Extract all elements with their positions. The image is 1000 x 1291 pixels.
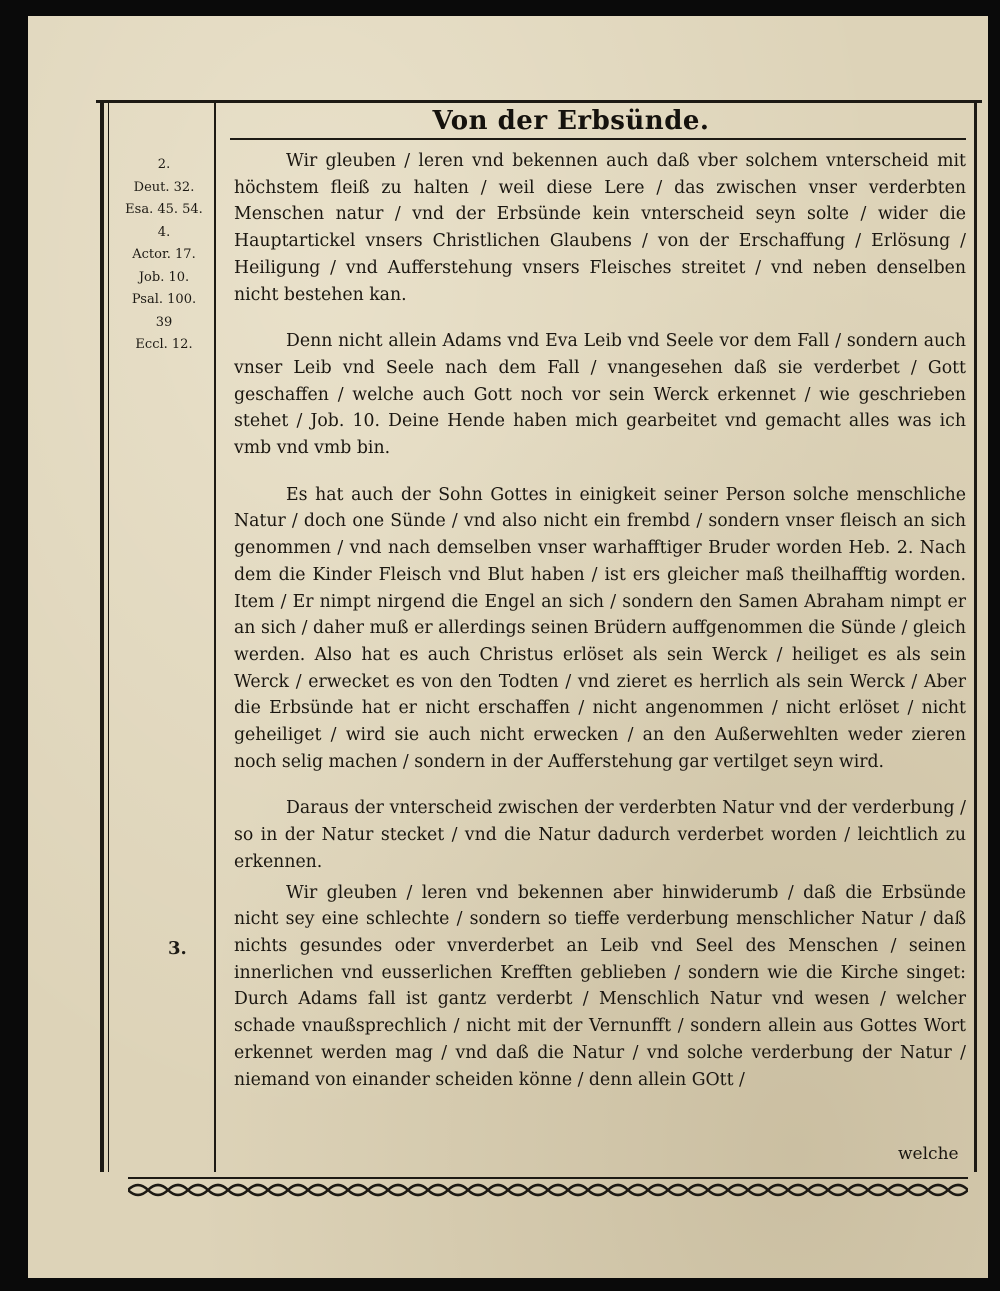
margin-note: 39 xyxy=(155,314,173,330)
margin-notes xyxy=(114,154,214,357)
margin-rule xyxy=(214,102,216,1172)
catchword: welche xyxy=(898,1144,959,1164)
page-title: Von der Erbsünde. xyxy=(432,106,710,136)
outer-rule-right xyxy=(974,102,977,1172)
ornamental-border xyxy=(128,1176,968,1202)
margin-note: Deut. 32. xyxy=(133,179,195,195)
margin-note: Eccl. 12. xyxy=(135,337,193,352)
paragraph: Wir gleuben / leren vnd bekennen aber hinwiderumb / daß die Erbsünde nicht sey eine schlechte / sondern so tieffe verderbung menschlicher Natur / daß nichts gesundes oder vnverderbet an Leib vnd Seel des Menschen / seinen innerlichen vnd eusserlichen Krefften geblieben / sondern wie die Kirche singet: Durch Adams fall ist gantz verderbt / Menschlich Natur vnd wesen / welcher schade vnaußsprechlich / nicht mit der Vernunfft / sondern allein aus Gottes Wort erkennet werden mag / vnd daß die Natur / vnd solche verderbung der Natur / niemand von einander scheiden könne / denn allein GOtt / xyxy=(234,882,966,1090)
section-marker: 3. xyxy=(168,938,187,959)
book-page xyxy=(28,16,988,1278)
margin-note: 4. xyxy=(157,224,171,240)
paragraph: Wir gleuben / leren vnd bekennen auch daß vber solchem vnterscheid mit höchstem fleiß zu halten / weil diese Lere / das zwischen vnser verderbten Menschen natur / vnd der Erbsünde kein vnterscheid seyn solte / wider die Hauptartickel vnsers Christlichen Glaubens / von der Erschaffung / Erlösung / Heiligung / vnd Aufferstehung vnsers Fleisches streitet / vnd neben denselben nicht bestehen kan. xyxy=(234,151,966,305)
paragraph: Daraus der vnterscheid zwischen der verderbten Natur vnd der verderbung / so in der Natur stecket / vnd die Natur dadurch verderbet worden / leichtlich zu erkennen. xyxy=(234,798,966,872)
margin-note: Esa. 45. 54. xyxy=(125,202,203,217)
paragraph: Denn nicht allein Adams vnd Eva Leib vnd Seele vor dem Fall / sondern auch vnser Leib vnd Seele nach dem Fall / vnangesehen daß sie verderbet / Gott geschaffen / welche auch Gott noch vor sein Werck erkennet / wie geschrieben stehet / Job. 10. Deine Hende haben mich gearbeitet vnd gemacht alles was ich vmb vnd vmb bin. xyxy=(234,331,966,459)
outer-rule-left xyxy=(100,102,104,1172)
margin-note: Psal. 100. xyxy=(131,292,197,307)
paragraph: Es hat auch der Sohn Gottes in einigkeit seiner Person solche menschliche Natur / doch one Sünde / vnd also nicht ein frembd / sondern vnser fleisch an sich genommen / vnd nach demselben vnser warhafftiger Bruder worden Heb. 2. Nach dem die Kinder Fleisch vnd Blut haben / ist ers gleicher maß theilhafftig worden. Item / Er nimpt nirgend die Engel an sich / sondern den Samen Abraham nimpt er an sich / daher muß er allerdings seinen Brüdern auffgenommen die Sünde / gleich werden. Also hat es auch Christus erlöset als sein Werck / heiliget es als sein Werck / erwecket es von den Todten / vnd zieret es herrlich als sein Werck / Aber die Erbsünde hat er nicht erschaffen / nicht angenommen / nicht erlöset / nicht geheiliget / wird sie auch nicht erwecken / an den Außerwehlten weder zieren noch selig machen / sondern in der Aufferstehung gar vertilget seyn wird. xyxy=(234,484,966,772)
body-text xyxy=(234,148,966,1093)
margin-note: Actor. 17. xyxy=(132,247,196,262)
title-rule xyxy=(230,138,966,140)
outer-rule-left-thin xyxy=(108,102,109,1172)
margin-note: 2. xyxy=(157,157,171,172)
margin-note: Job. 10. xyxy=(138,269,190,285)
